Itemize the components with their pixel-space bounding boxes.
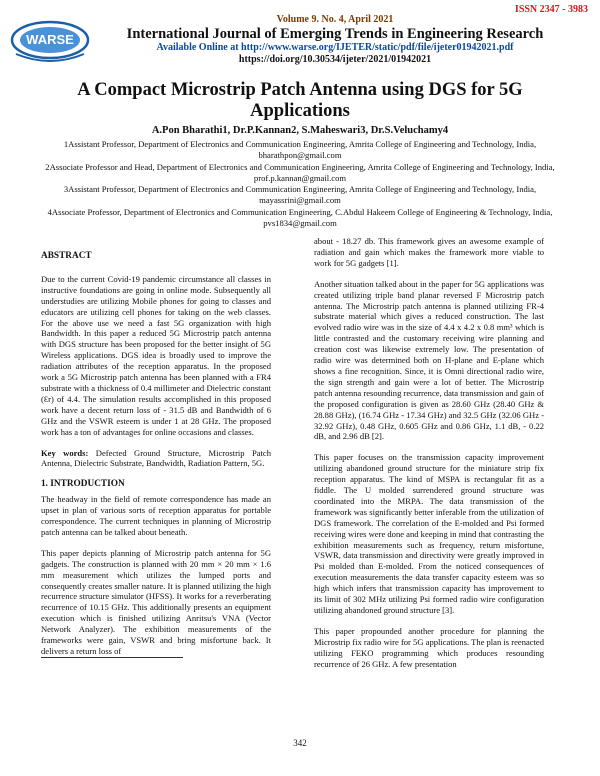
affiliations	[44, 139, 556, 229]
volume-line: Volume 9. No. 4, April 2021	[276, 14, 394, 25]
author-list: A.Pon Bharathi1, Dr.P.Kannan2, S.Maheswari3, Dr.S.Veluchamy4	[151, 125, 449, 136]
keywords-label: Key words:	[41, 447, 89, 458]
doi-link[interactable]: https://doi.org/10.30534/ijeter/2021/01942021	[238, 54, 432, 65]
intro-paragraph-1: The headway in the field of remote correspondence has made an upset in plan of various sorts of reception apparatus for portable correspondence. The current techniques in planning of Microstrip patch antenna can be talked about beneath.	[41, 494, 271, 537]
affiliation-3: 3Assistant Professor, Department of Electronics and Communication Engineering, Amrita College of Engineering and Technology, India, mayassrini@gmail.com	[63, 184, 537, 206]
affiliation-2: 2Associate Professor and Head, Department of Electronics and Communication Engineering, Amrita College of Engineering and Technology, India, prof.p.kannan@gmail.com	[45, 161, 555, 183]
intro-heading: 1. INTRODUCTION	[41, 479, 125, 490]
right-column	[314, 236, 544, 680]
warse-logo	[8, 14, 92, 70]
right-paragraph-4: This paper propounded another procedure for planning the Microstrip fix radio wire for 5G applications. The plan is reenacted utilizing FEKO programming which produces resounding recurrence of 26 GHz. A few presentation	[314, 625, 544, 669]
journal-header	[90, 14, 580, 66]
affiliation-1: 1Assistant Professor, Department of Electronics and Communication Engineering, Amrita College of Engineering and Technology, India, bharathpon@gmail.com	[63, 139, 537, 161]
keywords	[41, 448, 271, 470]
keywords-text: Defected Ground Structure, Microstrip Patch Antenna, Dielectric Substrate, Bandwidth, Radiation Pattern, 5G.	[41, 447, 271, 469]
intro-paragraph-2: This paper depicts planning of Microstrip patch antenna for 5G gadgets. The construction is planned with 20 mm × 20 mm × 1.6 mm measurement which utilizes the lumped ports and consequently creates smaller nature. It is planned utilizing the high recurrence structure simulator (HFSS). It works for a reverberating recurrence of 10.15 GHz. This additionally presents an equipment execution which is finished utilizing Anritsu's VNA (Vector Network Analyzer). The exhibition measurements of the frameworks were gain, VSWR and bring misfortune back. It delivers a return loss of	[41, 547, 271, 656]
logo-text: WARSE	[26, 32, 74, 47]
right-paragraph-1: about - 18.27 db. This framework gives an awesome example of radiation and gain which makes the framework more viable to work for 5G gadgets [1].	[314, 236, 544, 268]
abstract-heading: ABSTRACT	[41, 251, 92, 261]
footnote-rule	[41, 657, 183, 658]
left-column	[41, 236, 271, 667]
right-paragraph-2: Another situation talked about in the paper for 5G applications was created utilizing triple band planar reversed F Microstrip patch antenna. The Microstrip patch antenna is planned utilizing FR-4 substrate material which gives a reduced construction. The last evolved radio wire was in the size of 4.4 x 4.2 x 0.8 mm³ which is little contrasted and the customary receiving wire planning and creation cost was likewise extremely low. The presentation of radio wire was determined both on H-plane and E-plane which shows a fine recognition. Since, it is Omni directional radio wire, the sign strength and gain were a lot of better. The Microstrip patch antenna resounding recurrence, data transmission and gain of the proposed configuration is given as 28.60 GHz (28.40 GHz & 28.88 GHz), (16.74 GHz - 17.34 GHz) and 32.5 GHz (32.06 GHz - 32.92 GHz), 0.48 GHz, 0.605 GHz and 0.86 GHz, 1.1 dB, - 0.22 dB, and 2.96 dB [2].	[314, 278, 544, 442]
issn-label: ISSN 2347 - 3983	[514, 4, 588, 15]
paper-title: A Compact Microstrip Patch Antenna using DGS for 5G Applications	[77, 80, 523, 121]
page-number: 342	[293, 738, 307, 748]
journal-title: International Journal of Emerging Trends in Engineering Research	[126, 26, 544, 42]
affiliation-4: 4Associate Professor, Department of Electronics and Communication Engineering, C.Abdul Hakeem College of Engineering & Technology, India, pvs1834@gmail.com	[47, 206, 553, 229]
abstract-text: Due to the current Covid-19 pandemic circumstance all classes in instructive foundations are going in online mode. Subsequently all understudies are utilizing Mobile phones for going to classes and educators are utilizing cell phones for taking on the web classes. For the above use we need a fast 5G organization with high Bandwidth. In this paper a reduced 5G Microstrip patch antenna with DGS structure has been proposed for the better insight of 5G Wireless applications. DGS idea is broadly used to improve the radiation attributes of the reception apparatus. In the proposed work a 5G Microstrip patch antenna has been planned with a FR4 substrate with a thickness of 0.4 millimeter and Dielectric constant (Ɛr) of 4.4. The simulation results accomplished in this proposed work have a decent return loss of - 31.5 dB and Bandwidth of 6 GHz and the VSWR esteem is under 1 at 28 GHz. The proposed work has a ton of advantages for online occasions and classes.	[41, 273, 271, 437]
available-online-link[interactable]: Available Online at http://www.warse.org/IJETER/static/pdf/file/ijeter01942021.pdf	[156, 42, 514, 53]
right-paragraph-3: This paper focuses on the transmission capacity improvement utilizing abandoned ground structure for the miniature strip fix reception apparatus. The kind of MSPA is rectangular fit as a fiddle. The U molded surrendered ground structure was coordinated into the MRPA. The data transmission of the framework was significantly better inferable from the utilization of DGS framework. The correlation of the E-molded and Psi formed receiving wires were done and keeping in mind that contrasting the exhibition measurements such as frequency, return misfortune, VSWR, data transmission and directivity were greatly improved in Psi molded than E-molded. From the noticed consequences of execution measurements the data transfer capacity esteem was so high which infers that transmission capacity has improvement to its limit of 302 MHz utilizing Psi formed radio wire configuration utilizing abandoned ground structure [3].	[314, 452, 544, 615]
